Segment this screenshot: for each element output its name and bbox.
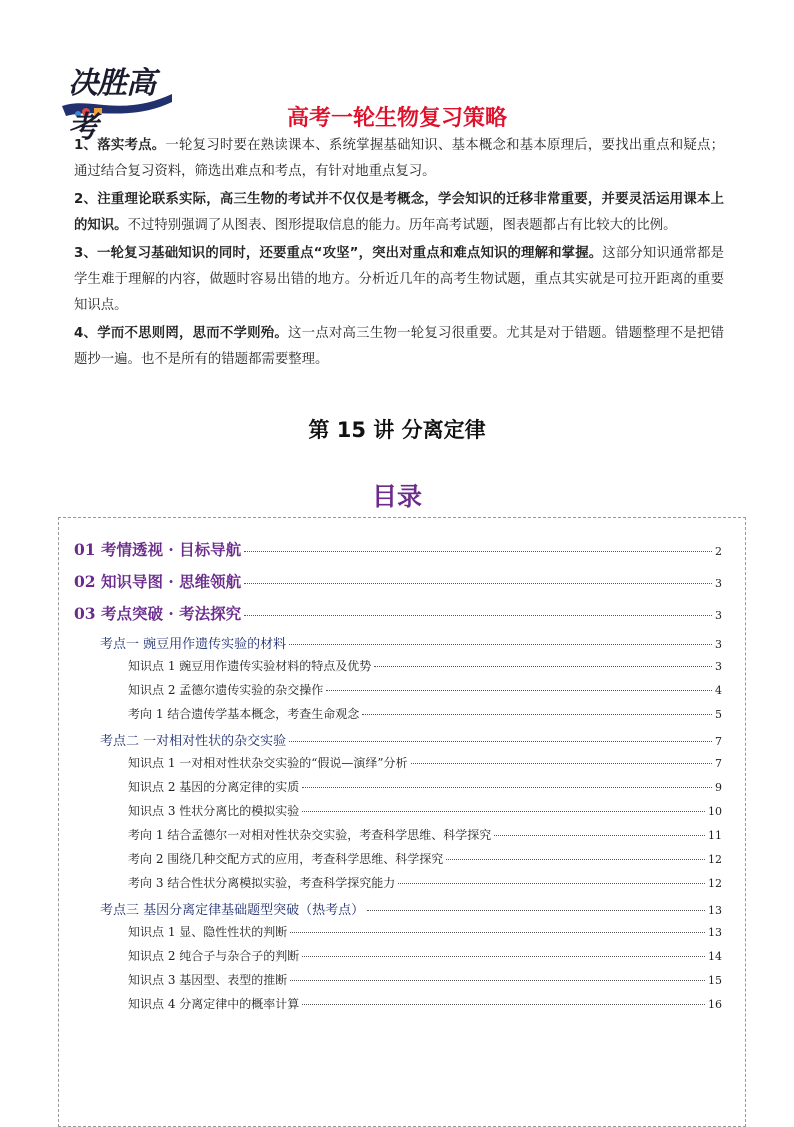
toc-leader-dots [446,859,705,860]
lecture-title: 第 15 讲 分离定律 [308,418,486,442]
toc-leader-dots [302,1004,705,1005]
toc-leader-dots [302,787,712,788]
toc-entry-label: 03 考点突破 · 考法探究 [74,604,242,623]
toc-entry[interactable] [128,705,722,722]
toc-entry-page: 3 [715,638,722,651]
toc-leader-dots [290,980,705,981]
toc-entry-page: 15 [708,974,722,987]
toc-entry-page: 3 [715,609,722,622]
toc-entry-page: 10 [708,805,722,818]
strategy-item: 1、落实考点。一轮复习时要在熟读课本、系统掌握基础知识、基本概念和基本原理后，要找出重点和疑点；通过结合复习资料，筛选出难点和考点，有针对地重点复习。 [74,138,724,179]
toc-entry[interactable] [128,947,722,964]
toc-entry-page: 4 [715,684,722,697]
strategy-item: 4、学而不思则罔，思而不学则殆。这一点对高三生物一轮复习很重要。尤其是对于错题。错题整理不是把错题抄一遍。也不是所有的错题都需要整理。 [74,326,724,367]
toc-entry-page: 13 [708,926,722,939]
strategy-section [74,133,724,375]
toc-entry[interactable] [128,874,722,891]
toc-title: 目录 [371,482,422,511]
toc-entry-label: 考向 2 围绕几种交配方式的应用，考查科学思维、科学探究 [128,852,444,866]
toc-leader-dots [374,666,712,667]
toc-leader-dots [398,883,705,884]
toc-leader-dots [290,932,705,933]
toc-entry-label: 考向 1 结合遗传学基本概念，考查生命观念 [128,707,360,721]
toc-entry-page: 12 [708,877,722,890]
toc-leader-dots [302,811,705,812]
toc-entry-page: 2 [715,545,722,558]
toc-entry-label: 知识点 1 豌豆用作遗传实验材料的特点及优势 [128,659,372,673]
toc-entry-label: 知识点 2 纯合子与杂合子的判断 [128,949,300,963]
toc-entry-page: 12 [708,853,722,866]
toc-entry[interactable] [128,826,722,843]
toc-entry[interactable] [128,971,722,988]
toc-entry[interactable] [128,850,722,867]
toc-entry-page: 14 [708,950,722,963]
toc-entry[interactable] [128,995,722,1012]
toc-leader-dots [362,714,712,715]
toc-entry[interactable] [74,538,722,560]
toc-entry-label: 02 知识导图 · 思维领航 [74,572,242,591]
toc-leader-dots [302,956,705,957]
toc-entry[interactable] [128,802,722,819]
toc-entry[interactable] [128,754,722,771]
toc-entry-label: 知识点 3 基因型、表型的推断 [128,973,288,987]
toc-leader-dots [289,644,712,645]
toc-entry-label: 知识点 4 分离定律中的概率计算 [128,997,300,1011]
toc-entry[interactable] [100,899,722,918]
toc-leader-dots [367,910,705,911]
toc-entry-label: 知识点 3 性状分离比的模拟实验 [128,804,300,818]
toc-entry[interactable] [100,633,722,652]
toc-entry[interactable] [74,602,722,624]
toc-entry-page: 7 [715,735,722,748]
strategy-title: 高考一轮生物复习策略 [286,106,507,131]
strategy-item: 2、注重理论联系实际，高三生物的考试并不仅仅是考概念，学会知识的迁移非常重要，并要灵活运用课本上的知识。不过特别强调了从图表、图形提取信息的能力。历年高考试题，图表题都占有比较大的比例。 [74,192,724,233]
toc-leader-dots [326,690,712,691]
toc-entry[interactable] [74,570,722,592]
toc-entry-page: 11 [708,829,722,842]
toc-entry-page: 3 [715,577,722,590]
strategy-item: 3、一轮复习基础知识的同时，还要重点“攻坚”，突出对重点和难点知识的理解和掌握。这部分知识通常都是学生难于理解的内容，做题时容易出错的地方。分析近几年的高考生物试题，重点其实就是可拉开距离的重要知识点。 [74,246,724,313]
toc-entry-label: 考向 1 结合孟德尔一对相对性状杂交实验，考查科学思维、科学探究 [128,828,492,842]
toc-entry-label: 知识点 1 显、隐性性状的判断 [128,925,288,939]
toc-entry-page: 16 [708,998,722,1011]
toc-entry[interactable] [128,681,722,698]
toc-leader-dots [289,741,712,742]
toc-leader-dots [244,583,712,584]
toc-entry-page: 7 [715,757,722,770]
toc-leader-dots [411,763,712,764]
toc-entry-label: 01 考情透视 · 目标导航 [74,540,242,559]
toc-entry[interactable] [128,657,722,674]
toc-entry-label: 知识点 2 基因的分离定律的实质 [128,780,300,794]
toc-entry-label: 考点一 豌豆用作遗传实验的材料 [100,637,287,652]
toc-entry-label: 考点二 一对相对性状的杂交实验 [100,734,287,749]
toc-entry-page: 3 [715,660,722,673]
toc-entry[interactable] [100,730,722,749]
toc-entry[interactable] [128,778,722,795]
toc-entry-label: 知识点 2 孟德尔遗传实验的杂交操作 [128,683,324,697]
toc-entry-label: 知识点 1 一对相对性状杂交实验的“假说—演绎”分析 [128,756,408,770]
toc-entry[interactable] [128,923,722,940]
toc-entry-page: 13 [708,904,722,917]
toc-entry-page: 9 [715,781,722,794]
logo-text: 决胜高考 [68,66,155,145]
toc-entry-page: 5 [715,708,722,721]
toc-leader-dots [244,551,712,552]
toc-entry-label: 考向 3 结合性状分离模拟实验，考查科学探究能力 [128,876,396,890]
toc-leader-dots [494,835,705,836]
toc-leader-dots [244,615,712,616]
toc-entry-label: 考点三 基因分离定律基础题型突破（热考点） [100,903,365,918]
